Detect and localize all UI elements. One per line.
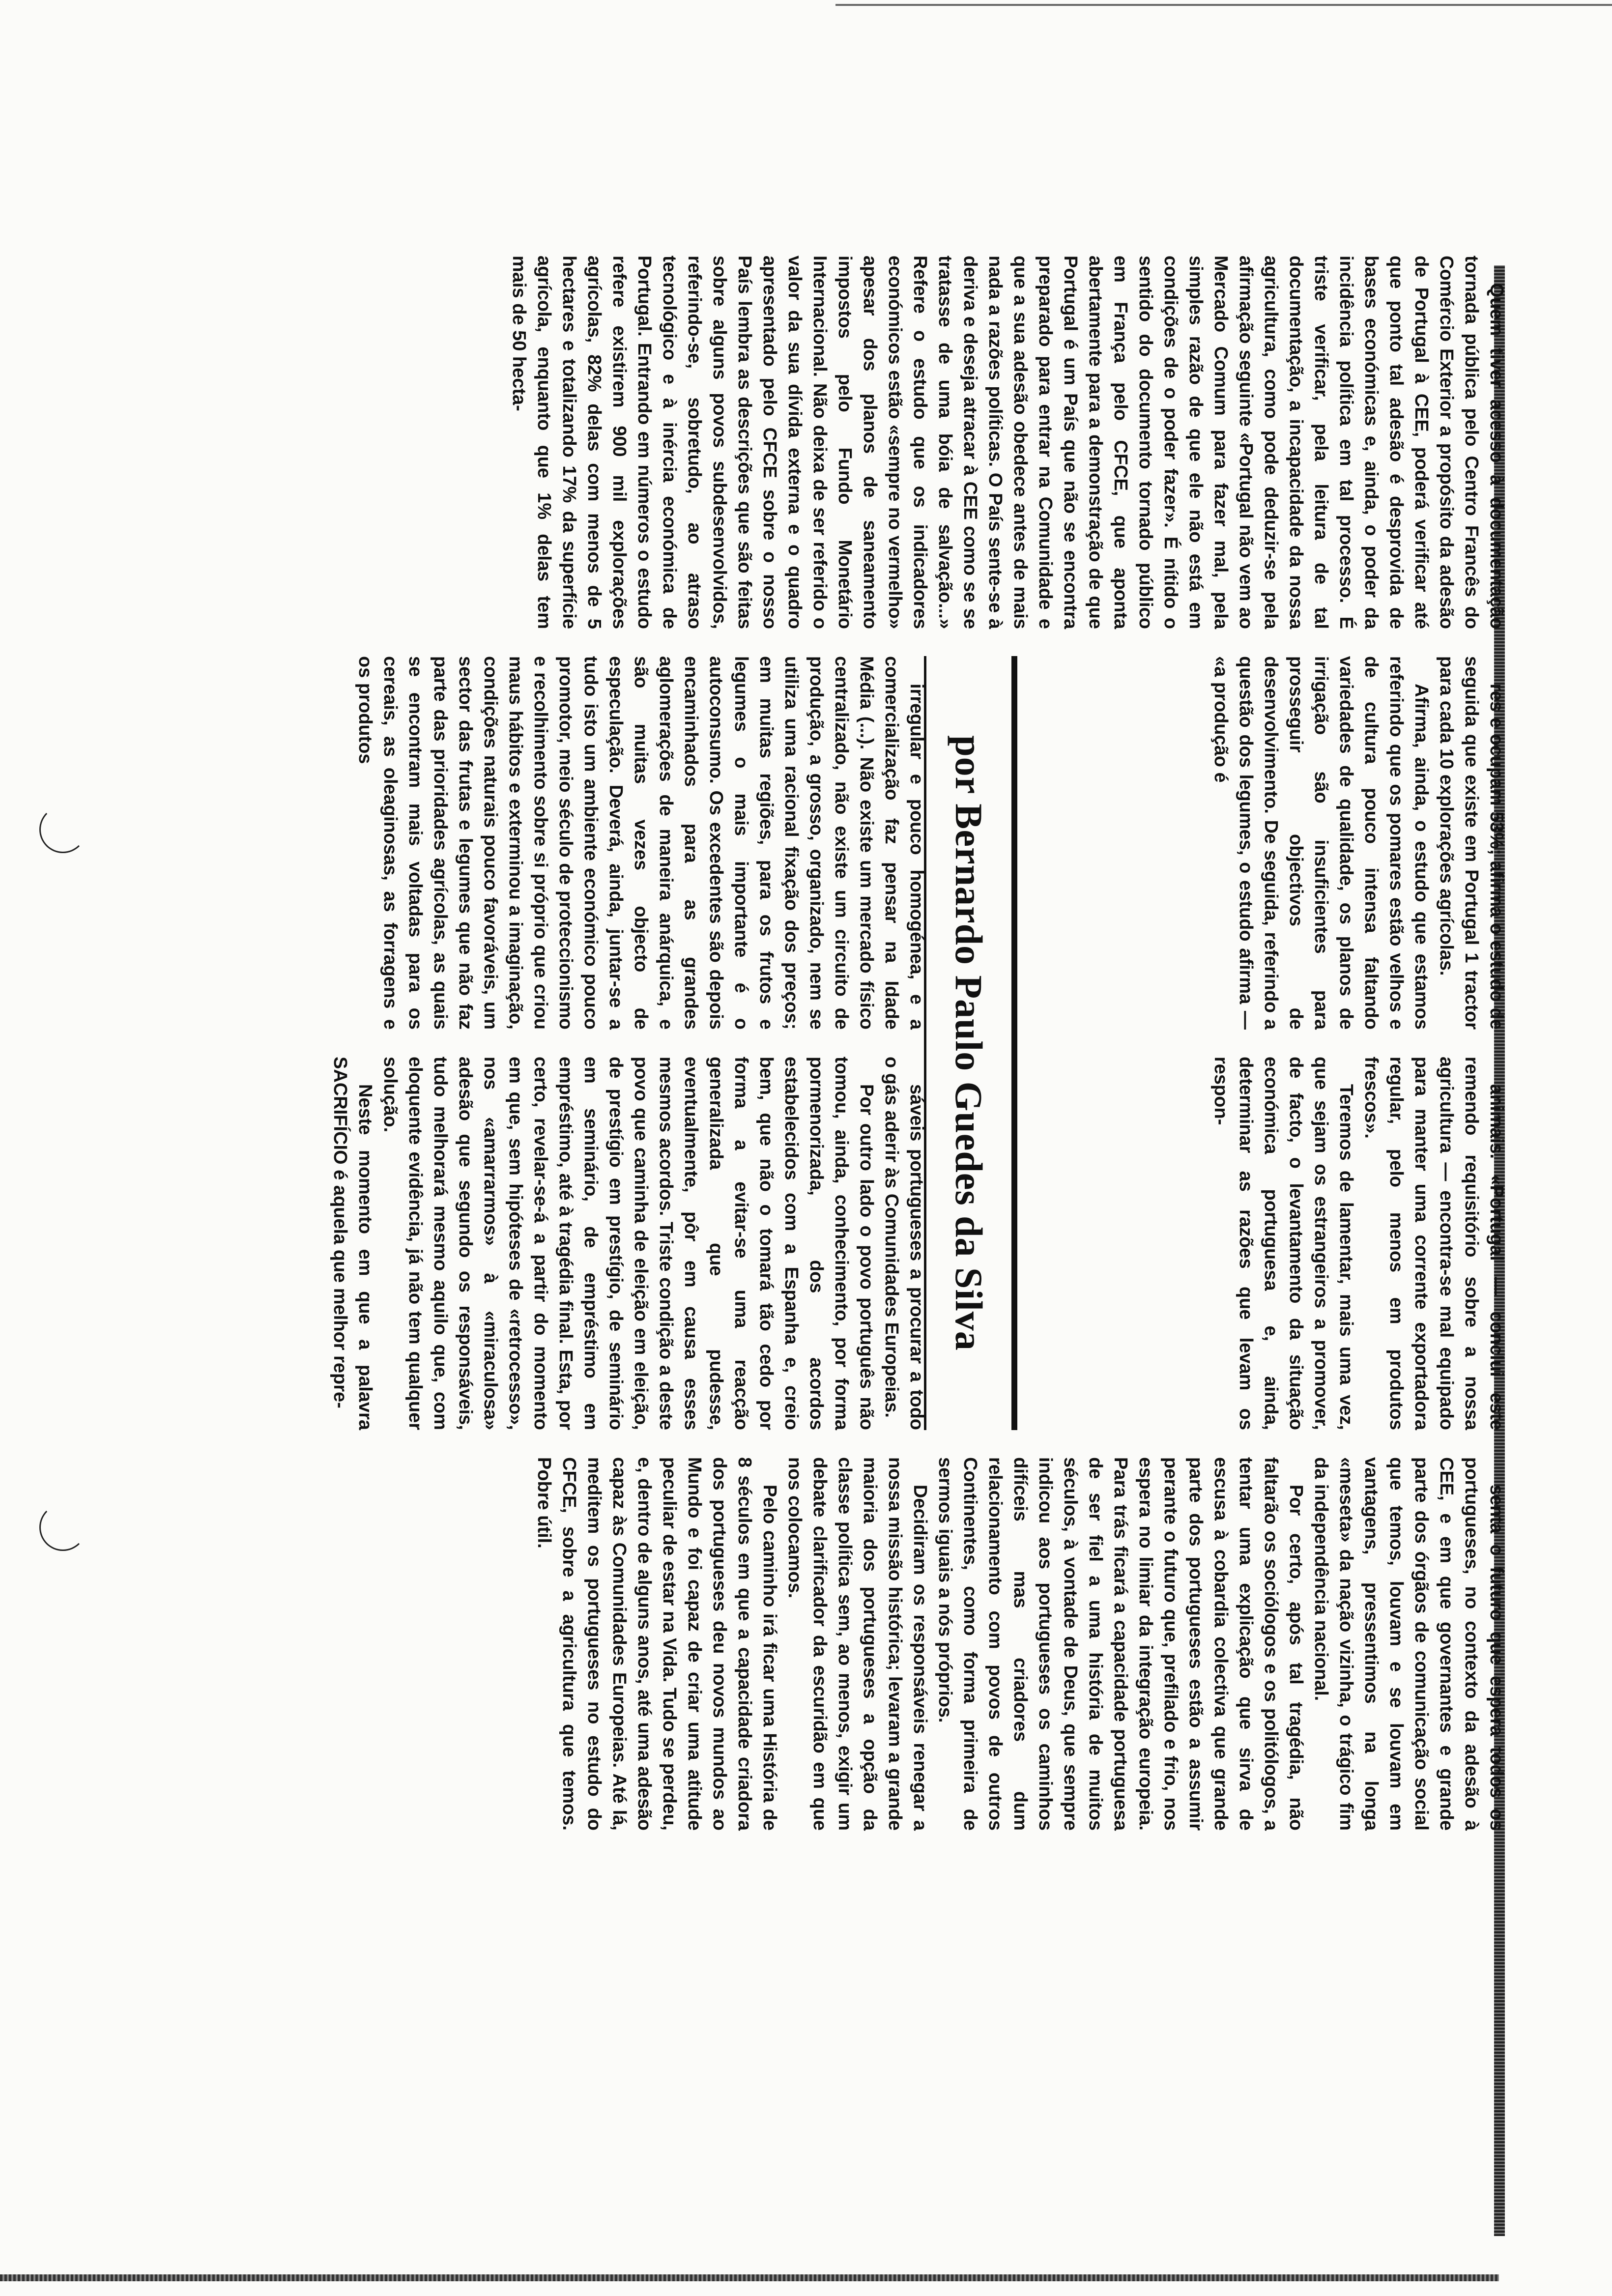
paragraph: Por outro lado o povo português não tomou, ainda, conhecimento, por forma pormenorizada, dos acordos estabelecidos com a Espanha e, creio bem, que não o tomará tão cedo por forma a evitar-se uma reacção generalizada que pudesse, eventualmente, pôr em causa esses mesmos acordos. Triste condição a deste povo que caminha de eleição em eleição, de prestígio em prestígio, de seminário em seminário, de empréstimo em empréstimo, até à tragédia final. Esta, por certo, revelar-se-á a partir do momento em que, sem hipóteses de «retrocesso», nos «amarrarmos» à «miraculosa» adesão que segundo os responsáveis, tudo melhorará mesmo aquilo que, com eloquente evidência, já não tem qualquer solução. xyxy=(380,1057,877,1430)
article-column-3-top xyxy=(968,1057,1509,1430)
paragraph: Quem tiver acesso à documentação tornada pública pelo Centro Francês do Comércio Exterior a propósito da adesão de Portugal à CEE, poderá verificar até que ponto tal adesão é desprovida de bases económicas e, ainda, o poder da incidência política em tal processo. É triste verificar, pela leitura de tal documentação, a incapacidade da nossa agricultura, como pode deduzir-se pela afirmação seguinte «Portugal não vem ao Mercado Comum para fazer mal, pela simples razão de que ele não está em condições de o poder fazer». É nítido o sentido do documento tornado público em França pelo CFCE, que aponta abertamente para a demonstração de que Portugal é um País que não se encontra preparado para entrar na Comunidade e que a sua adesão obedece antes de mais nada a razões políticas. O País sente-se à deriva e deseja atracar à CEE como se se tratasse de uma bóia de salvação...» Refere o estudo que os indicadores económicos estão «sempre no vermelho» apesar dos planos de saneamento impostos pelo Fundo Monetário Internacional. Não deixa de ser referido o valor da sua dívida externa e o quadro apresentado pelo CFCE sobre o nosso País lembra as descrições que são feitas sobre alguns povos subdesenvolvidos, referindo-se, sobretudo, ao atraso tecnológico e à inércia económica de Portugal. Entrando em números o estudo refere existirem 900 mil explorações agrícolas, 82% delas com menos de 5 hectares e totalizando 17% da superfície agrícola, enquanto que 1% delas tem mais de 50 hecta- xyxy=(509,256,1507,629)
paragraph: Por certo, após tal tragédia, não faltarão os sociólogos e os politólogos, a tentar uma explicação que sirva de escusa à cobardia colectiva que grande parte dos portugueses estão a assumir perante o futuro que, prefilado e frio, nos espera no limiar da integração europeia. Para trás ficará a capacidade portuguesa de ser fiel a uma história de muitos séculos, à vontade de Deus, que sempre indicou aos portugueses os caminhos difíceis mas criadores dum relacionamento com povos de outros Continentes, como forma primeira de sermos iguais a nós próprios. xyxy=(935,1457,1306,1831)
paragraph: res e ocupam 53%; afirma o estudo de seguida que existe em Portugal 1 tractor para cada 10 explorações agrícolas. xyxy=(1436,656,1507,1030)
paragraph: animais. «Portugal — conclui este remendo requisitório sobre a nossa agricultura — encontra-se mal equipado para manter uma corrente exportadora regular, pelo menos em produtos frescos». xyxy=(1361,1057,1507,1430)
byline-text: por Bernardo Paulo Guedes da Silva xyxy=(948,735,991,1351)
top-scan-line xyxy=(835,4,1612,6)
paragraph: Teremos de lamentar, mais uma vez, que sejam os estrangeiros a promover, de facto, o levantamento da situação económica portuguesa e, ainda, determinar as razões que levam os respon- xyxy=(1210,1057,1356,1430)
paragraph: irregular e pouco homogénea, e a comercialização faz pensar na Idade Média (...). Não existe um mercado físico centralizado, não existe um circuito de produção, a grosso, organizado, nem se utiliza uma racional fixação dos preços; em muitas regiões, para os frutos e legumes o mais importante é o autoconsumo. Os excedentes são depois encaminhados para as grandes aglomerações de maneira anárquica, e são muitas vezes objecto de especulação. Deverá, ainda, juntar-se a tudo isto um ambiente económico pouco promotor, meio século de proteccionismo e recolhimento sobre si próprio que criou maus hábitos e exterminou a imaginação, condições naturais pouco favoráveis, um sector das frutas e legumes que não faz parte das prioridades agrícolas, as quais se encontram mais voltadas para os cereais, as oleaginosas, as forragens e os produtos xyxy=(355,656,927,1030)
bottom-edge-shadow xyxy=(0,2274,1499,2281)
article-column-2-bottom xyxy=(355,656,929,1030)
article-top-tier xyxy=(958,256,1509,2270)
paragraph: Decidiram os responsáveis renegar a nossa missão histórica; levaram a grande maioria dos portugueses a opção da classe política sem, ao menos, exigir um debate clarificador da escuridão em que nos colocamos. xyxy=(784,1457,930,1831)
newspaper-clipping xyxy=(330,256,1509,2270)
article-column-4 xyxy=(398,1457,1509,1831)
punch-hole-mark xyxy=(39,1504,86,1551)
article-bottom-tier xyxy=(330,256,929,2270)
paragraph: Pelo caminho irá ficar uma História de 8 séculos em que a capacidade criadora dos portugueses deu novos mundos ao Mundo e foi capaz de criar uma atitude peculiar de estar na Vida. Tudo se perdeu, e, dentro de alguns anos, até uma adesão capaz às Comunidades Europeias. Até lá, meditem os portugueses no estudo do CFCE, sobre a agricultura que temos. Pobre útil. xyxy=(534,1457,780,1831)
article-column-2-top xyxy=(968,656,1509,1030)
paragraph: sáveis portugueses a procurar a todo o gás aderir às Comunidades Europeias. xyxy=(881,1057,927,1430)
article-byline xyxy=(924,656,1017,1430)
paragraph: Afirma, ainda, o estudo que estamos referindo que os pomares estão velhos e de cultura pouco intensa faltando variedades de qualidade, os planos de irrigação são insuficientes para prosseguir objectivos de desenvolvimento. De seguida, referindo a questão dos legumes, o estudo afirma — «a produção é xyxy=(1210,656,1432,1030)
paragraph: senta o futuro que espera todos os portugueses, no contexto da adesão à CEE, e em que governantes e grande parte dos órgãos de comunicação social que temos, louvam e se louvam em vantagens, pressentimos na longa «meseta» da nação vizinha, o trágico fim da independência nacional. xyxy=(1311,1457,1507,1831)
article-column-3-bottom xyxy=(330,1057,929,1430)
punch-hole-mark xyxy=(39,806,86,853)
paragraph: Neste momento em que a palavra SACRIFÍCIO é aquela que melhor repre- xyxy=(330,1057,375,1430)
